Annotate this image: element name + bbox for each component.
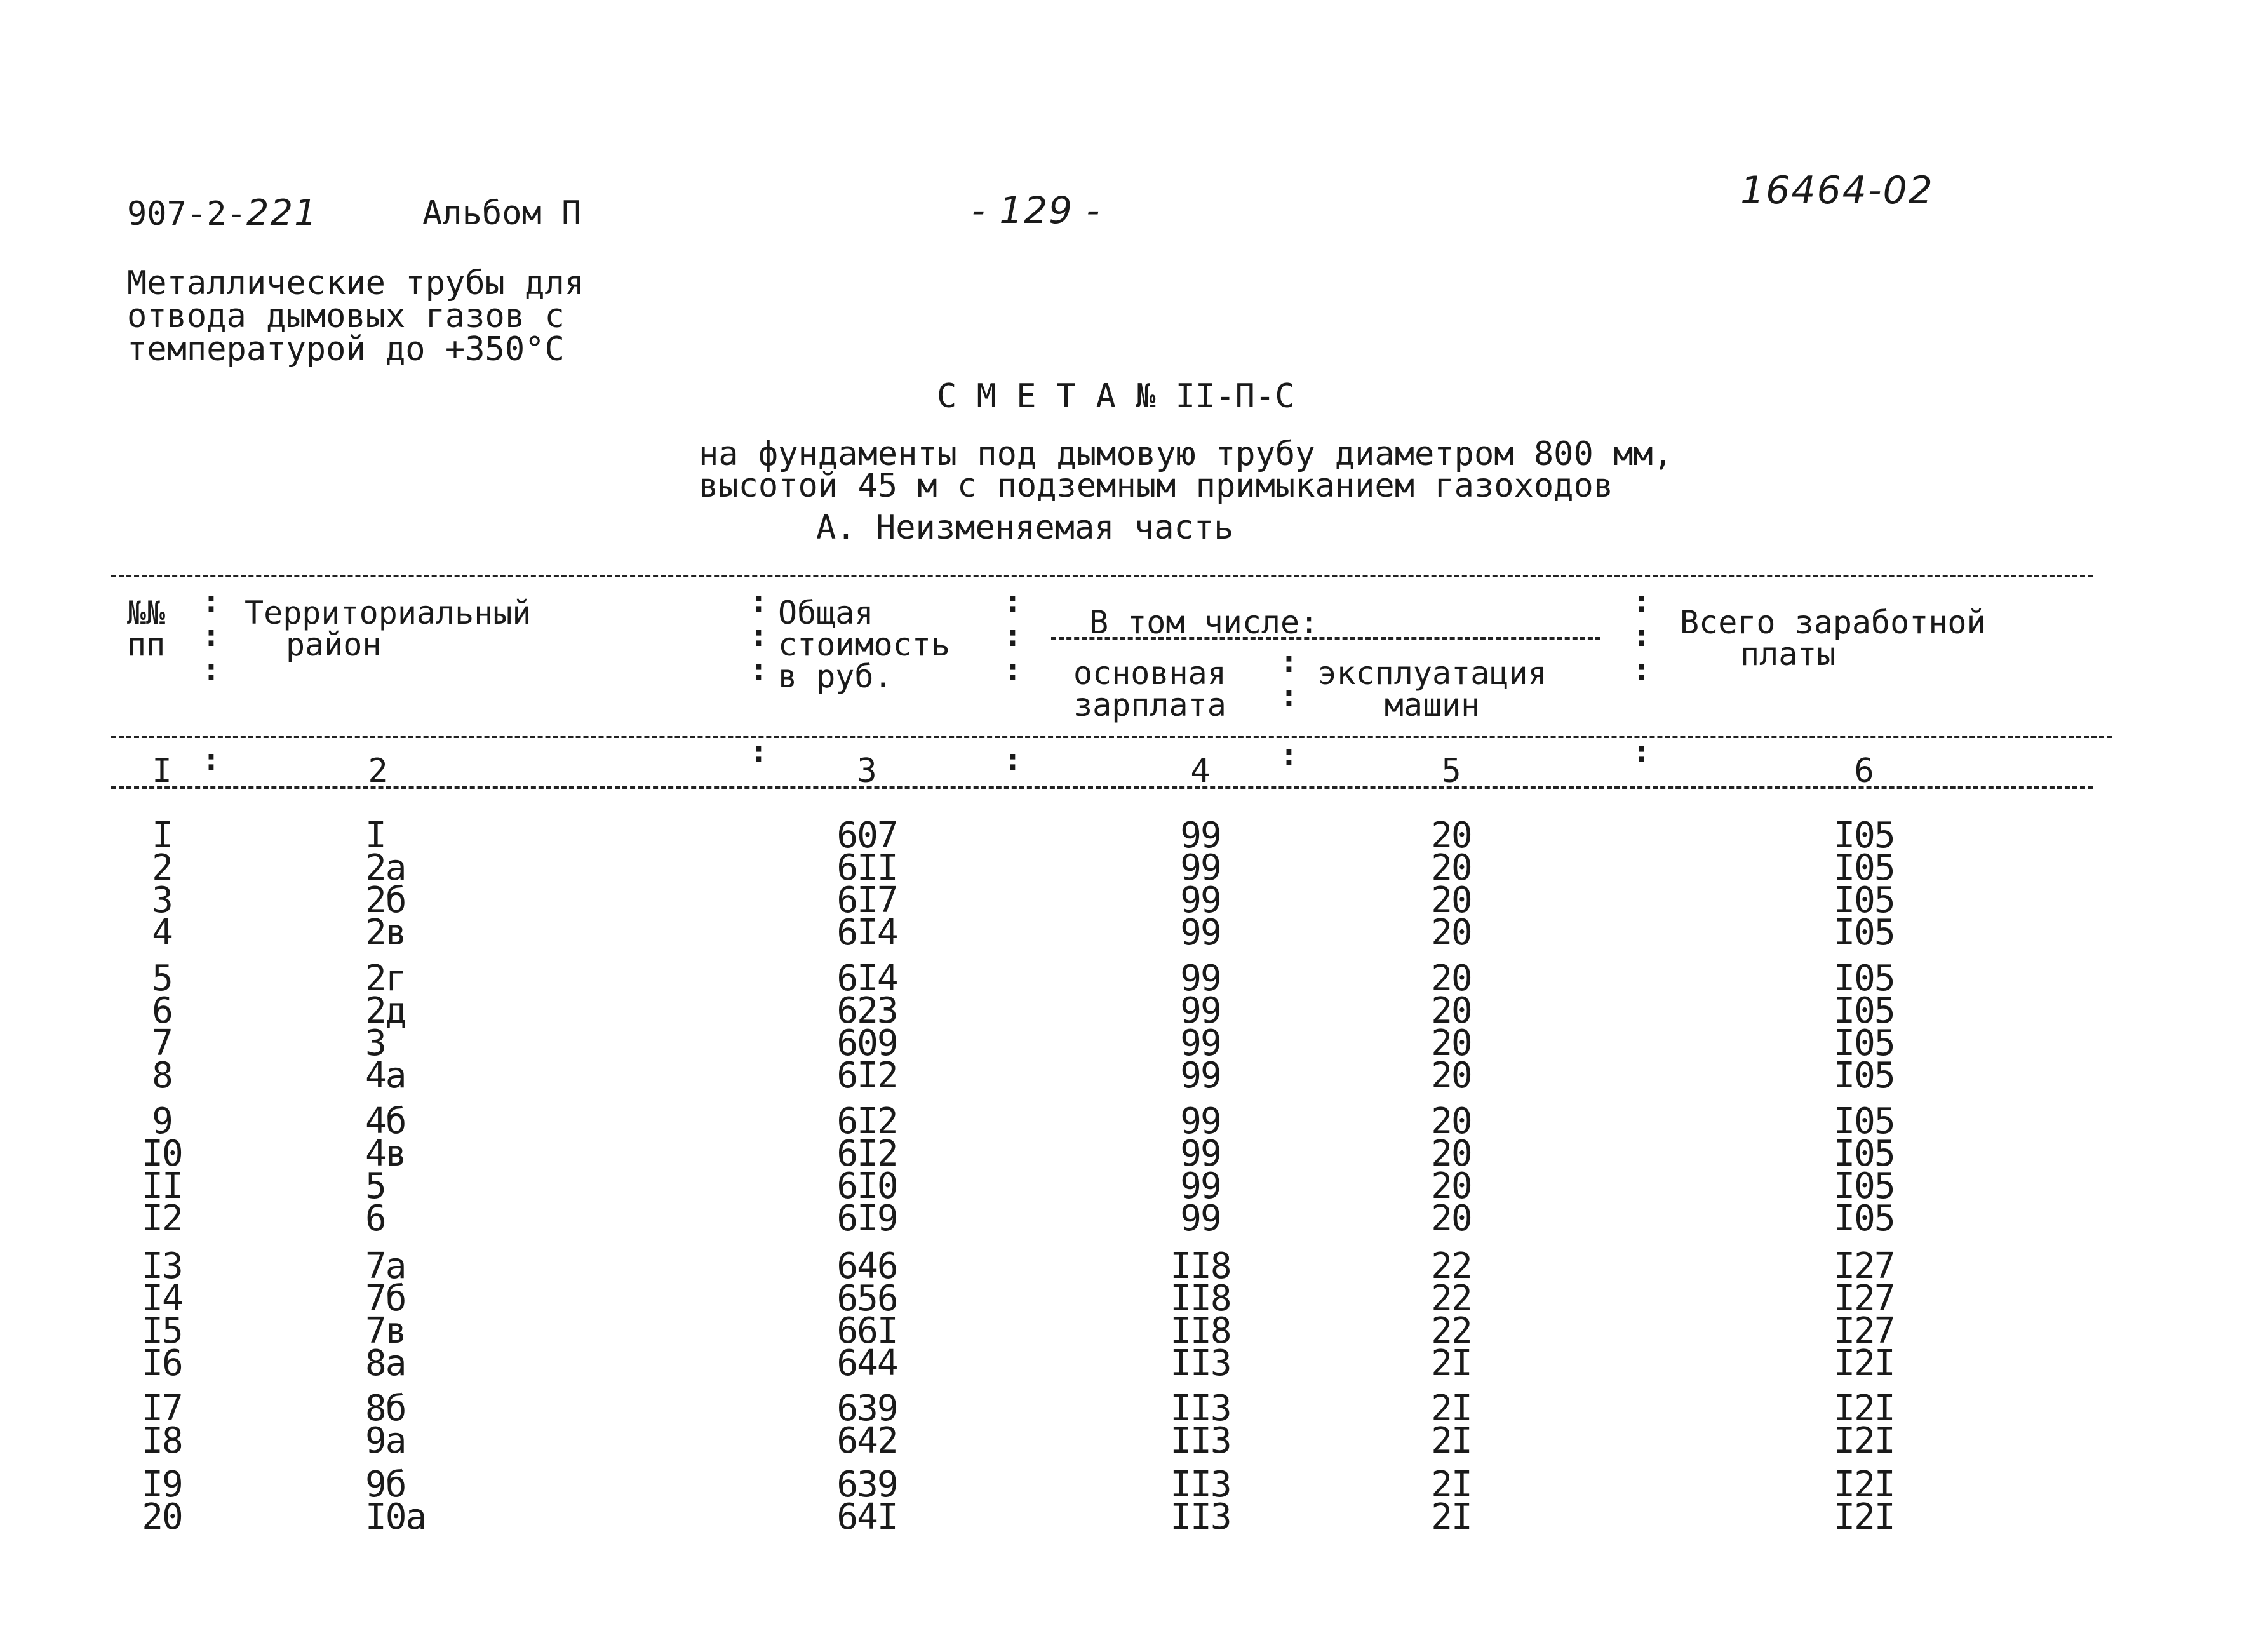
- cell-total-cost: 644: [836, 1343, 897, 1384]
- header-number-line-2: пп: [127, 626, 166, 663]
- cell-row-number: I3: [142, 1246, 182, 1287]
- cell-total-salary: I2I: [1834, 1420, 1895, 1462]
- separator-col4: : :: [1280, 644, 1298, 714]
- cell-row-number: 5: [152, 958, 172, 999]
- cell-base-salary: 99: [1180, 1133, 1221, 1174]
- header-total-cost-line-2: стоимость: [778, 626, 950, 663]
- column-number-3: 3: [857, 752, 877, 790]
- cell-total-cost: 6I2: [836, 1133, 897, 1174]
- cell-total-salary: I05: [1834, 1023, 1895, 1064]
- cell-row-number: I9: [142, 1464, 182, 1505]
- cell-base-salary: II8: [1170, 1246, 1231, 1287]
- cell-total-cost: 66I: [836, 1310, 897, 1352]
- page-number: - 129 -: [972, 189, 1101, 232]
- column-number-4: 4: [1190, 752, 1211, 790]
- cell-total-cost: 607: [836, 815, 897, 856]
- column-numbers-rule: [111, 786, 2093, 789]
- separator-col3: : : :: [1003, 584, 1022, 688]
- cell-region: 6: [365, 1198, 386, 1239]
- cell-total-salary: I05: [1834, 1055, 1895, 1096]
- cell-machine-operation: 20: [1431, 1133, 1472, 1174]
- cell-row-number: 9: [152, 1101, 172, 1142]
- cell-machine-operation: 22: [1431, 1310, 1472, 1352]
- cell-total-salary: I05: [1834, 847, 1895, 889]
- subtitle-line-2: отвода дымовых газов с: [127, 297, 565, 335]
- cell-machine-operation: 20: [1431, 1101, 1472, 1142]
- cell-region: 2б: [365, 880, 406, 921]
- header-group-including: В том числе:: [1089, 604, 1319, 641]
- cell-base-salary: 99: [1180, 1198, 1221, 1239]
- cell-machine-operation: 20: [1431, 1166, 1472, 1207]
- separator-num-5: :: [1632, 734, 1651, 770]
- cell-machine-operation: 20: [1431, 1023, 1472, 1064]
- cell-total-salary: I05: [1834, 1166, 1895, 1207]
- cell-total-salary: I27: [1834, 1278, 1895, 1319]
- cell-row-number: 3: [152, 880, 172, 921]
- cell-total-salary: I2I: [1834, 1343, 1895, 1384]
- cell-machine-operation: 2I: [1431, 1496, 1472, 1538]
- cell-total-cost: 623: [836, 990, 897, 1032]
- cell-total-salary: I05: [1834, 912, 1895, 953]
- separator-num-4: :: [1280, 737, 1298, 773]
- cell-total-salary: I05: [1834, 1198, 1895, 1239]
- table-top-rule: [111, 575, 2093, 577]
- cell-total-cost: 6I2: [836, 1055, 897, 1096]
- cell-base-salary: II3: [1170, 1343, 1231, 1384]
- cell-region: 3: [365, 1023, 386, 1064]
- cell-machine-operation: 2I: [1431, 1388, 1472, 1429]
- header-number-line-1: №№: [127, 595, 166, 631]
- cell-base-salary: 99: [1180, 847, 1221, 889]
- cell-total-cost: 6I9: [836, 1198, 897, 1239]
- section-title: А. Неизменяемая часть: [816, 509, 1234, 547]
- cell-region: 2д: [365, 990, 406, 1032]
- cell-row-number: 20: [142, 1496, 182, 1538]
- separator-col5: : : :: [1632, 584, 1651, 688]
- cell-region: 2в: [365, 912, 406, 953]
- header-base-salary-line-2: зарплата: [1073, 687, 1226, 723]
- cell-base-salary: II8: [1170, 1310, 1231, 1352]
- cell-region: 4б: [365, 1101, 406, 1142]
- cell-total-cost: 639: [836, 1388, 897, 1429]
- cell-region: I: [365, 815, 386, 856]
- header-region-line-2: район: [286, 626, 382, 663]
- cell-row-number: I7: [142, 1388, 182, 1429]
- document-code-handwritten: 221: [246, 192, 318, 234]
- cell-total-salary: I05: [1834, 990, 1895, 1032]
- cell-base-salary: II3: [1170, 1464, 1231, 1505]
- cell-total-salary: I2I: [1834, 1388, 1895, 1429]
- cell-base-salary: 99: [1180, 815, 1221, 856]
- cell-region: 8б: [365, 1388, 406, 1429]
- cell-region: 9а: [365, 1420, 406, 1462]
- handwritten-reference: 16464-02: [1740, 168, 1934, 213]
- separator-num-2: :: [749, 734, 768, 770]
- cell-row-number: I4: [142, 1278, 182, 1319]
- cell-total-cost: 6I0: [836, 1166, 897, 1207]
- cell-region: 8а: [365, 1343, 406, 1384]
- cell-row-number: I5: [142, 1310, 182, 1352]
- subtitle-block: [127, 264, 585, 368]
- cell-base-salary: II8: [1170, 1278, 1231, 1319]
- cell-base-salary: 99: [1180, 880, 1221, 921]
- cell-total-salary: I2I: [1834, 1496, 1895, 1538]
- cell-total-cost: 646: [836, 1246, 897, 1287]
- estimate-title: С М Е Т А № II-П-С: [937, 377, 1295, 415]
- cell-machine-operation: 2I: [1431, 1464, 1472, 1505]
- header-base-salary-line-1: основная: [1073, 655, 1226, 692]
- cell-row-number: 4: [152, 912, 172, 953]
- cell-total-cost: 609: [836, 1023, 897, 1064]
- cell-row-number: 8: [152, 1055, 172, 1096]
- header-total-cost-line-3: в руб.: [778, 658, 893, 695]
- cell-machine-operation: 20: [1431, 990, 1472, 1032]
- album-label: Альбом П: [422, 194, 582, 232]
- separator-col2: : : :: [749, 584, 768, 688]
- cell-total-salary: I05: [1834, 880, 1895, 921]
- cell-region: 5: [365, 1166, 386, 1207]
- cell-machine-operation: 20: [1431, 912, 1472, 953]
- cell-total-cost: 64I: [836, 1496, 897, 1538]
- header-region: [245, 597, 532, 661]
- cell-region: 4в: [365, 1133, 406, 1174]
- header-total-salary-line-1: Всего заработной: [1680, 604, 1986, 641]
- cell-region: 2г: [365, 958, 406, 999]
- cell-machine-operation: 20: [1431, 1198, 1472, 1239]
- cell-total-salary: I05: [1834, 1133, 1895, 1174]
- header-total-cost-line-1: Общая: [778, 595, 874, 631]
- cell-row-number: I0: [142, 1133, 182, 1174]
- header-number: [127, 597, 165, 661]
- cell-region: 4а: [365, 1055, 406, 1096]
- header-total-salary: [1680, 604, 1986, 673]
- cell-machine-operation: 2I: [1431, 1343, 1472, 1384]
- cell-base-salary: 99: [1180, 990, 1221, 1032]
- cell-row-number: I2: [142, 1198, 182, 1239]
- cell-base-salary: II3: [1170, 1420, 1231, 1462]
- cell-region: 7в: [365, 1310, 406, 1352]
- cell-machine-operation: 20: [1431, 847, 1472, 889]
- cell-region: 7б: [365, 1278, 406, 1319]
- cell-machine-operation: 22: [1431, 1278, 1472, 1319]
- column-number-6: 6: [1854, 752, 1874, 790]
- cell-machine-operation: 2I: [1431, 1420, 1472, 1462]
- cell-total-salary: I2I: [1834, 1464, 1895, 1505]
- header-total-salary-line-2: платы: [1740, 636, 1836, 673]
- cell-total-salary: I27: [1834, 1310, 1895, 1352]
- column-number-5: 5: [1441, 752, 1461, 790]
- subtitle-line-1: Металлические трубы для: [127, 264, 585, 302]
- separator-col1: : : :: [202, 584, 220, 688]
- cell-region: 7а: [365, 1246, 406, 1287]
- cell-total-cost: 639: [836, 1464, 897, 1505]
- header-total-cost: [778, 595, 950, 695]
- estimate-description-line-1: на фундаменты под дымовую трубу диаметром 800 мм,: [699, 435, 1674, 473]
- cell-machine-operation: 20: [1431, 1055, 1472, 1096]
- document-code-prefix: 907-2-: [127, 195, 246, 233]
- separator-num-1: :: [202, 742, 220, 777]
- cell-row-number: 2: [152, 847, 172, 889]
- cell-row-number: I8: [142, 1420, 182, 1462]
- cell-region: I0а: [365, 1496, 426, 1538]
- cell-base-salary: 99: [1180, 958, 1221, 999]
- cell-machine-operation: 20: [1431, 880, 1472, 921]
- document-code: [127, 192, 318, 234]
- cell-total-cost: 6I2: [836, 1101, 897, 1142]
- cell-row-number: II: [142, 1166, 182, 1207]
- cell-total-salary: I05: [1834, 958, 1895, 999]
- cell-row-number: 6: [152, 990, 172, 1032]
- cell-machine-operation: 22: [1431, 1246, 1472, 1287]
- estimate-description-line-2: высотой 45 м с подземным примыканием газоходов: [699, 467, 1614, 505]
- cell-base-salary: 99: [1180, 1023, 1221, 1064]
- header-region-line-1: Территориальный: [245, 595, 532, 631]
- cell-row-number: I: [152, 815, 172, 856]
- header-base-salary: [1073, 657, 1226, 721]
- cell-total-salary: I05: [1834, 1101, 1895, 1142]
- cell-total-salary: I27: [1834, 1246, 1895, 1287]
- cell-base-salary: II3: [1170, 1388, 1231, 1429]
- cell-base-salary: 99: [1180, 1055, 1221, 1096]
- column-number-1: I: [152, 752, 172, 790]
- cell-region: 9б: [365, 1464, 406, 1505]
- cell-base-salary: 99: [1180, 912, 1221, 953]
- cell-total-cost: 6I7: [836, 880, 897, 921]
- separator-num-3: :: [1003, 742, 1022, 777]
- header-machine-operation-line-2: машин: [1384, 687, 1480, 723]
- cell-total-cost: 6II: [836, 847, 897, 889]
- cell-machine-operation: 20: [1431, 958, 1472, 999]
- cell-base-salary: II3: [1170, 1496, 1231, 1538]
- header-bottom-rule: [111, 736, 2112, 738]
- cell-total-cost: 6I4: [836, 912, 897, 953]
- column-number-2: 2: [368, 752, 388, 790]
- cell-base-salary: 99: [1180, 1166, 1221, 1207]
- estimate-description: [699, 435, 1674, 505]
- cell-total-salary: I05: [1834, 815, 1895, 856]
- subtitle-line-3: температурой до +350°С: [127, 330, 565, 368]
- cell-total-cost: 642: [836, 1420, 897, 1462]
- cell-total-cost: 656: [836, 1278, 897, 1319]
- cell-total-cost: 6I4: [836, 958, 897, 999]
- cell-row-number: I6: [142, 1343, 182, 1384]
- cell-machine-operation: 20: [1431, 815, 1472, 856]
- cell-row-number: 7: [152, 1023, 172, 1064]
- cell-region: 2а: [365, 847, 406, 889]
- header-machine-operation-line-1: эксплуатация: [1317, 655, 1547, 692]
- header-machine-operation: [1305, 657, 1559, 721]
- cell-base-salary: 99: [1180, 1101, 1221, 1142]
